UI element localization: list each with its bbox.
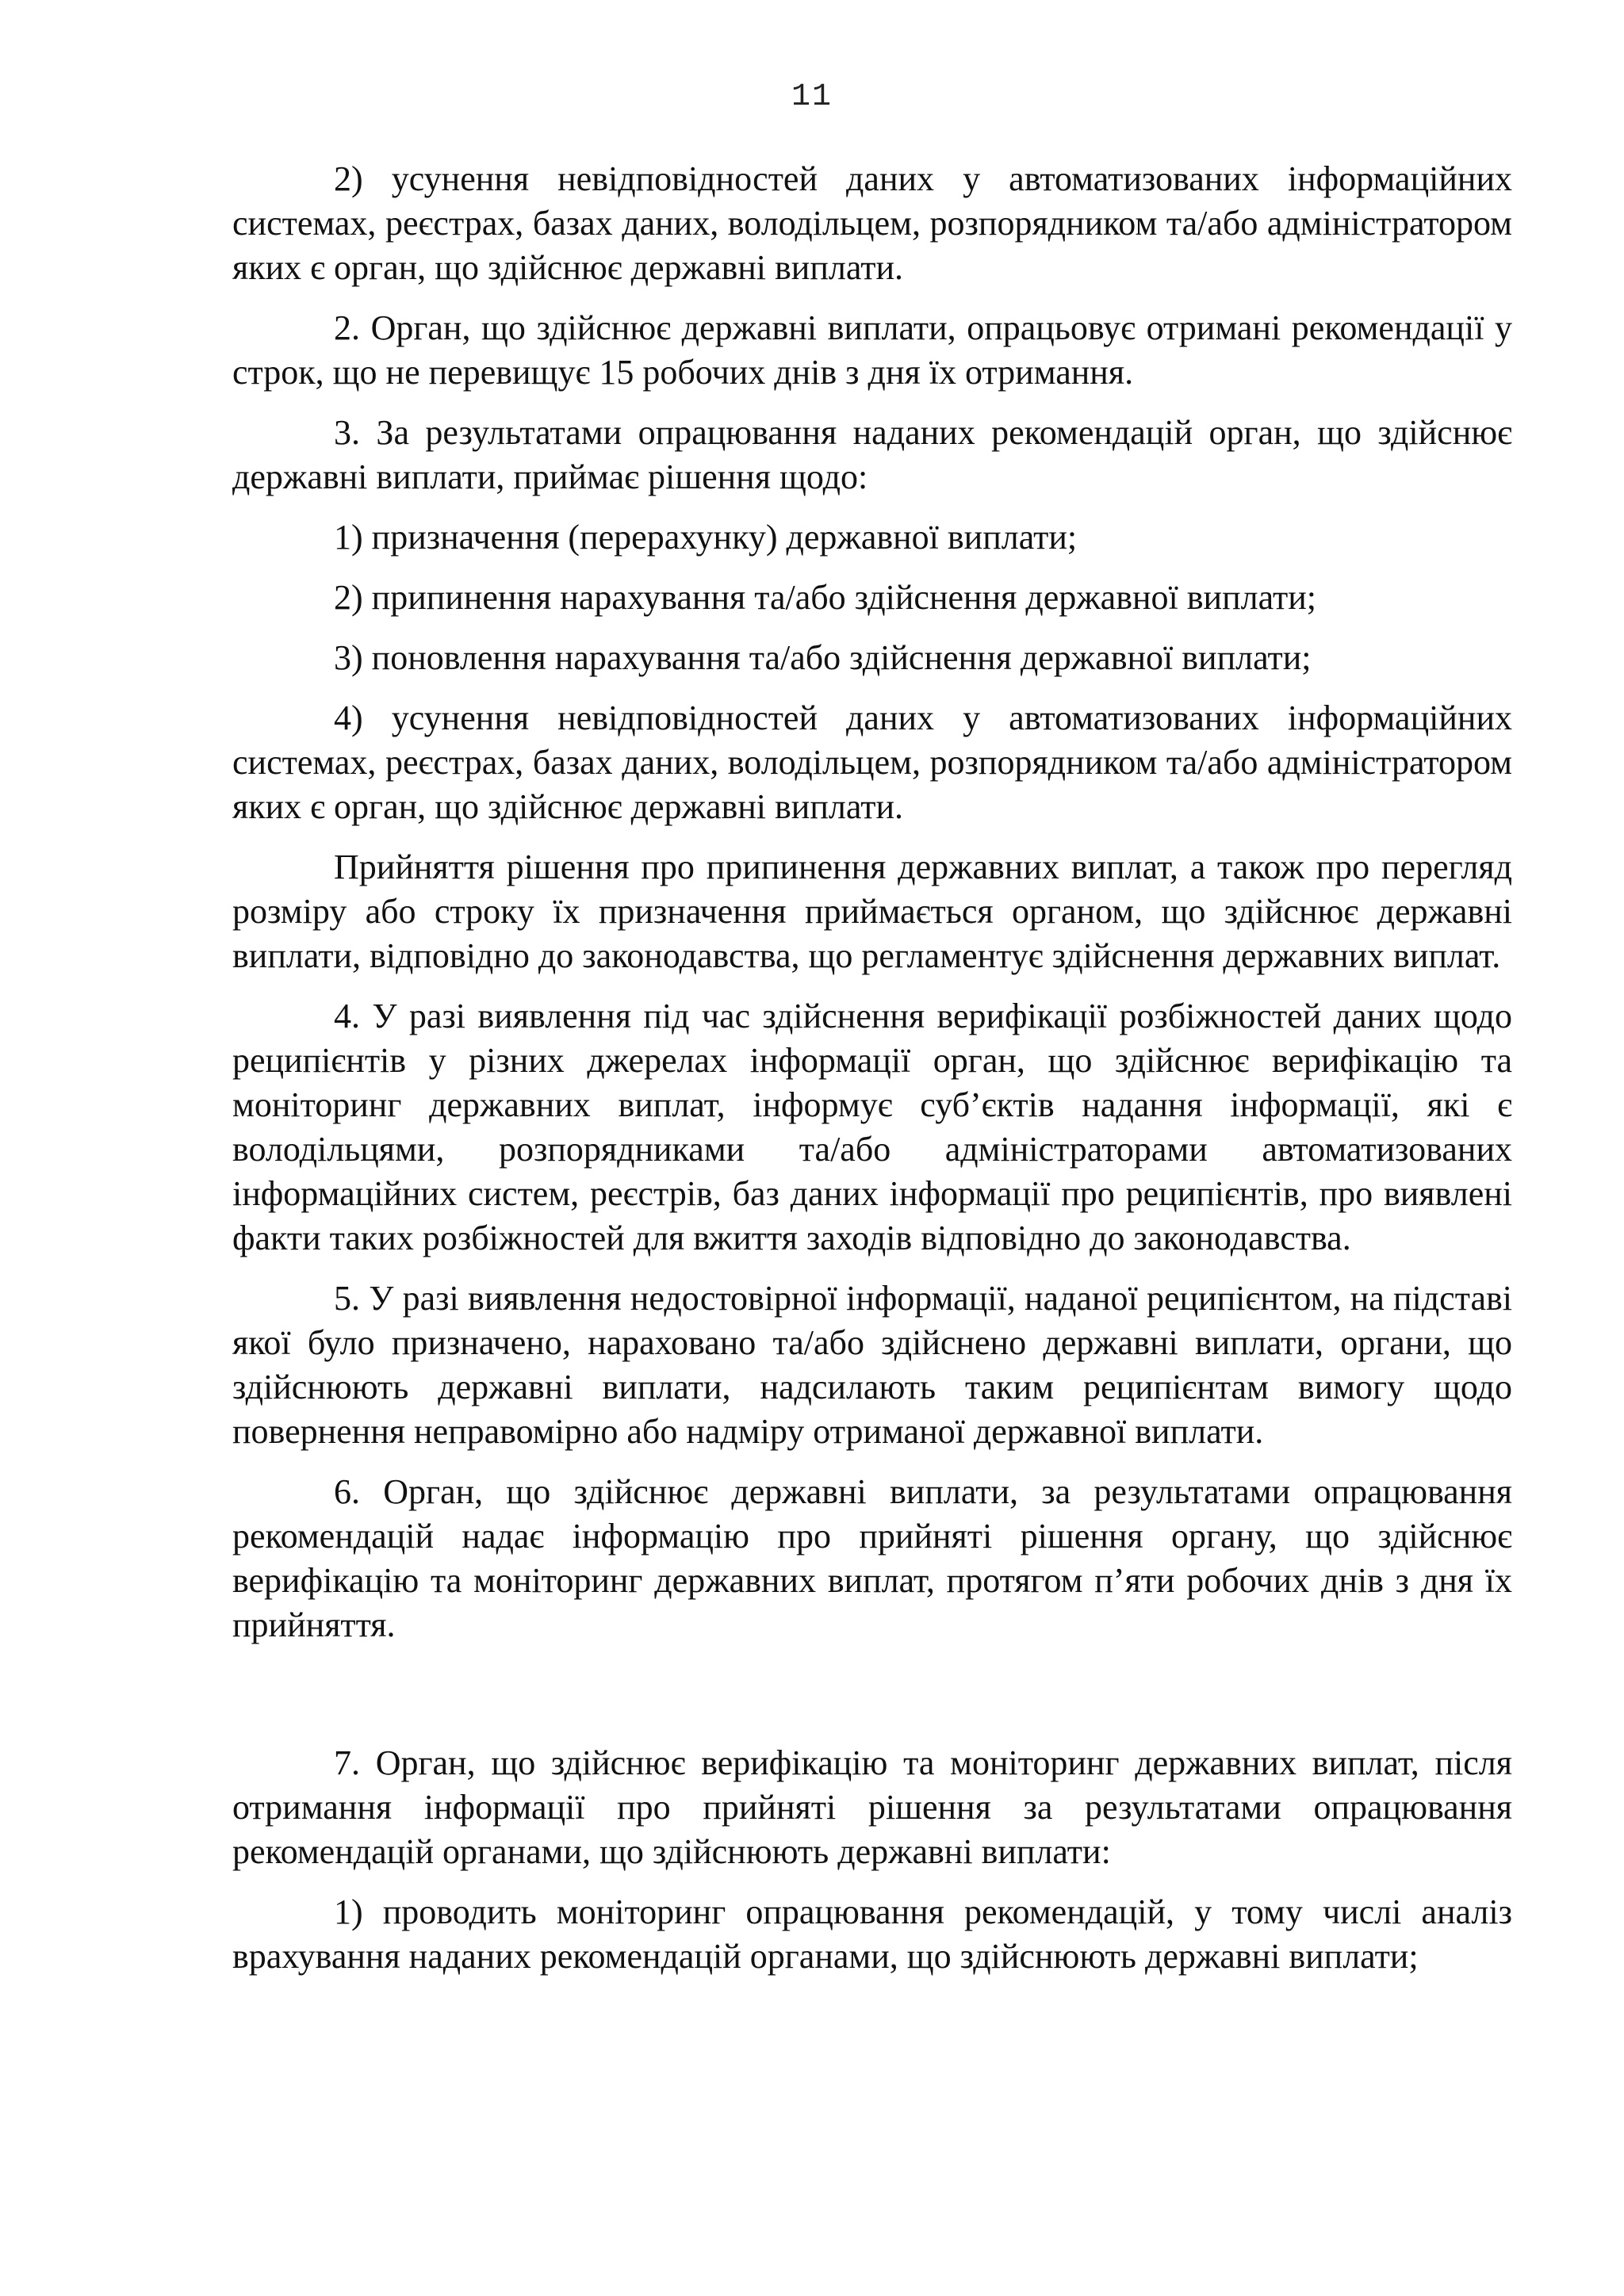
paragraph-clause-4: 4. У разі виявлення під час здійснення верифікації розбіжностей даних щодо реципієнтів у різних джерелах інформації орган, що здійснює верифікацію та моніторинг державних виплат, інформує суб’єктів надання інформації, які є володільцями, розпорядниками та/або адміністраторами автоматизованих інформаційних систем, реєстрів, баз даних інформації про реципієнтів, про виявлені факти таких розбіжностей для вжиття заходів відповідно до законодавства. bbox=[232, 997, 1512, 1257]
paragraph-item-4-elimination: 4) усунення невідповідностей даних у автоматизованих інформаційних системах, реєстрах, базах даних, володільцем, розпорядником та/або адміністратором яких є орган, що здійснює державні виплати. bbox=[232, 698, 1512, 826]
paragraph-clause-5: 5. У разі виявлення недостовірної інформації, наданої реципієнтом, на підставі якої було призначено, нараховано та/або здійснено державні виплати, органи, що здійснюють державні виплати, надсилають таким реципієнтам вимогу щодо повернення неправомірно або надміру отриманої державної виплати. bbox=[232, 1279, 1512, 1451]
paragraph-item-1-assignment: 1) призначення (перерахунку) державної виплати; bbox=[334, 518, 1078, 557]
paragraph-item-2-termination: 2) припинення нарахування та/або здійснення державної виплати; bbox=[334, 578, 1316, 617]
paragraph-item-2-elimination: 2) усунення невідповідностей даних у автоматизованих інформаційних системах, реєстрах, базах даних, володільцем, розпорядником та/або адміністратором яких є орган, що здійснює державні виплати. bbox=[232, 159, 1512, 287]
page-number: 11 bbox=[791, 79, 833, 115]
paragraph-decision-note: Прийняття рішення про припинення державних виплат, а також про перегляд розміру або строку їх призначення приймається органом, що здійснює державні виплати, відповідно до законодавства, що регламентує здійснення державних виплат. bbox=[232, 848, 1512, 975]
paragraph-clause-2: 2. Орган, що здійснює державні виплати, опрацьовує отримані рекомендації у строк, що не перевищує 15 робочих днів з дня їх отримання. bbox=[232, 308, 1512, 392]
paragraph-clause-3: 3. За результатами опрацювання наданих рекомендацій орган, що здійснює державні виплати, приймає рішення щодо: bbox=[232, 413, 1512, 496]
paragraph-item-3-renewal: 3) поновлення нарахування та/або здійснення державної виплати; bbox=[334, 638, 1312, 677]
document-body bbox=[232, 157, 1512, 1995]
paragraph-clause-6: 6. Орган, що здійснює державні виплати, за результатами опрацювання рекомендацій надає інформацію про прийняті рішення органу, що здійснює верифікацію та моніторинг державних виплат, протягом п’яти робочих днів з дня їх прийняття. bbox=[232, 1472, 1512, 1644]
paragraph-item-1-monitoring: 1) проводить моніторинг опрацювання рекомендацій, у тому числі аналіз врахування наданих рекомендацій органами, що здійснюють державні виплати; bbox=[232, 1892, 1512, 1976]
paragraph-clause-7: 7. Орган, що здійснює верифікацію та моніторинг державних виплат, після отримання інформації про прийняті рішення за результатами опрацювання рекомендацій органами, що здійснюють державні виплати: bbox=[232, 1743, 1512, 1871]
